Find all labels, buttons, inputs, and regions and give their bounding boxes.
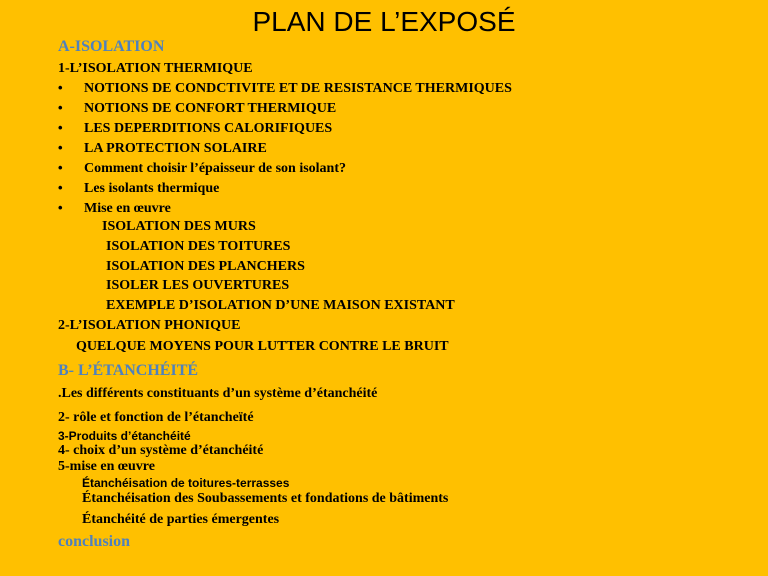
bullet-icon: • (58, 100, 63, 115)
list-item-text: LA PROTECTION SOLAIRE (84, 141, 267, 156)
sub-list-item: Étanchéisation de toitures-terrasses (82, 476, 290, 490)
list-item-text: Les isolants thermique (84, 181, 220, 196)
section-a-heading: A-ISOLATION (58, 38, 165, 55)
list-item-text: Comment choisir l’épaisseur de son isolant? (84, 161, 346, 176)
section-a-subheading-2: 2-L’ISOLATION PHONIQUE (58, 318, 241, 333)
sub-list-item: EXEMPLE D’ISOLATION D’UNE MAISON EXISTANT (106, 298, 455, 313)
conclusion-heading: conclusion (58, 533, 131, 550)
list-item-text: LES DEPERDITIONS CALORIFIQUES (84, 121, 333, 136)
bullet-icon: • (58, 80, 63, 95)
slide-title: PLAN DE L’EXPOSÉ (252, 6, 516, 37)
list-item-text: Mise en œuvre (84, 201, 171, 216)
sub-list-item: Étanchéisation des Soubassements et fondations de bâtiments (82, 491, 449, 506)
list-item (58, 120, 332, 137)
sub-list-item: ISOLATION DES TOITURES (106, 239, 291, 254)
list-item: 2- rôle et fonction de l’étancheïté (58, 410, 254, 425)
bullet-icon: • (58, 140, 63, 155)
bullet-icon: • (58, 200, 63, 215)
list-item (58, 80, 512, 97)
sub-list-item: QUELQUE MOYENS POUR LUTTER CONTRE LE BRUIT (76, 339, 449, 354)
list-item (58, 180, 219, 197)
sub-list-item: ISOLATION DES PLANCHERS (106, 259, 305, 274)
list-item: .Les différents constituants d’un système d’étanchéité (58, 386, 378, 401)
list-item: 4- choix d’un système d’étanchéité (58, 443, 264, 458)
list-item-text: NOTIONS DE CONFORT THERMIQUE (84, 101, 337, 116)
section-a-subheading-1: 1-L’ISOLATION THERMIQUE (58, 61, 253, 76)
bullet-icon: • (58, 120, 63, 135)
list-item-text: NOTIONS DE CONDCTIVITE ET DE RESISTANCE THERMIQUES (84, 81, 512, 96)
section-b-heading: B- L’ÉTANCHÉITÉ (58, 362, 199, 379)
list-item (58, 160, 346, 177)
list-item (58, 200, 171, 217)
sub-list-item: ISOLATION DES MURS (102, 219, 256, 234)
list-item: 3-Produits d’étanchéité (58, 429, 191, 443)
list-item (58, 100, 336, 117)
list-item: 5-mise en œuvre (58, 459, 155, 474)
list-item (58, 140, 267, 157)
bullet-icon: • (58, 160, 63, 175)
bullet-icon: • (58, 180, 63, 195)
sub-list-item: ISOLER LES OUVERTURES (106, 278, 290, 293)
sub-list-item: Étanchéité de parties émergentes (82, 512, 280, 527)
